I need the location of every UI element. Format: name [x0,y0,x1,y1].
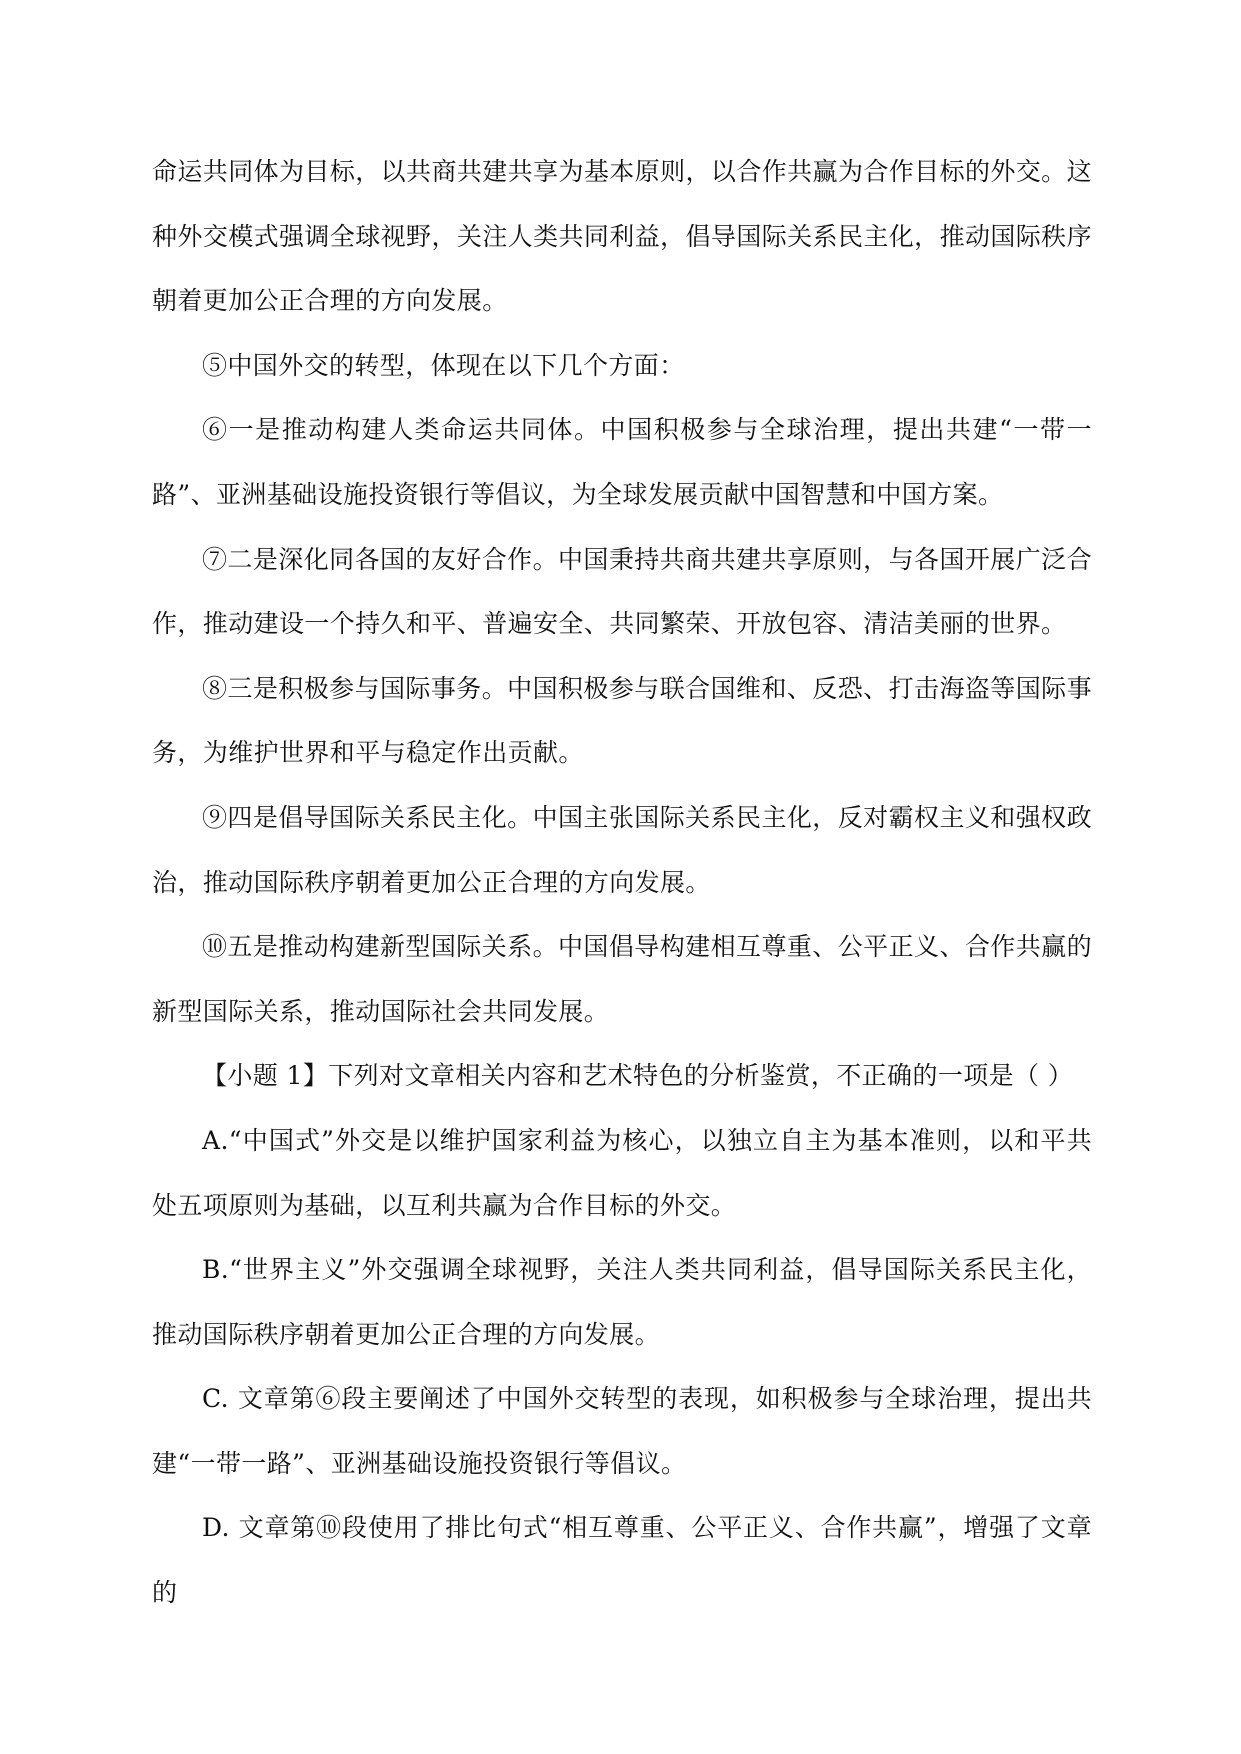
option-c: C. 文章第⑥段主要阐述了中国外交转型的表现，如积极参与全球治理，提出共建“一带一路”、亚洲基础设施投资银行等倡议。 [152,1384,1092,1478]
question-1-stem: 【小题 1】下列对文章相关内容和艺术特色的分析鉴赏，不正确的一项是（ ） [202,1061,1074,1091]
paragraph-intro-continuation: 命运共同体为目标，以共商共建共享为基本原则，以合作共赢为合作目标的外交。这种外交模式强调全球视野，关注人类共同利益，倡导国际关系民主化，推动国际秩序朝着更加公正合理的方向发展。 [152,157,1092,316]
paragraph-10: ⑩五是推动构建新型国际关系。中国倡导构建相互尊重、公平正义、合作共赢的新型国际关系，推动国际社会共同发展。 [152,932,1092,1026]
paragraph-5: ⑤中国外交的转型，体现在以下几个方面： [202,350,685,380]
option-a: A.“中国式”外交是以维护国家利益为核心，以独立自主为基本准则，以和平共处五项原则为基础，以互利共赢为合作目标的外交。 [152,1125,1092,1220]
option-d: D. 文章第⑩段使用了排比句式“相互尊重、公平正义、合作共赢”，增强了文章的 [152,1513,1092,1608]
paragraph-8: ⑧三是积极参与国际事务。中国积极参与联合国维和、反恐、打击海盗等国际事务，为维护世界和平与稳定作出贡献。 [152,673,1092,768]
paragraph-6: ⑥一是推动构建人类命运共同体。中国积极参与全球治理，提出共建“一带一路”、亚洲基础设施投资银行等倡议，为全球发展贡献中国智慧和中国方案。 [152,415,1092,509]
paragraph-7: ⑦二是深化同各国的友好合作。中国秉持共商共建共享原则，与各国开展广泛合作，推动建设一个持久和平、普遍安全、共同繁荣、开放包容、清洁美丽的世界。 [152,544,1092,639]
paragraph-9: ⑨四是倡导国际关系民主化。中国主张国际关系民主化，反对霸权主义和强权政治，推动国际秩序朝着更加公正合理的方向发展。 [152,802,1092,897]
option-b: B.“世界主义”外交强调全球视野，关注人类共同利益，倡导国际关系民主化，推动国际秩序朝着更加公正合理的方向发展。 [152,1255,1092,1349]
document-body [152,140,1092,1626]
